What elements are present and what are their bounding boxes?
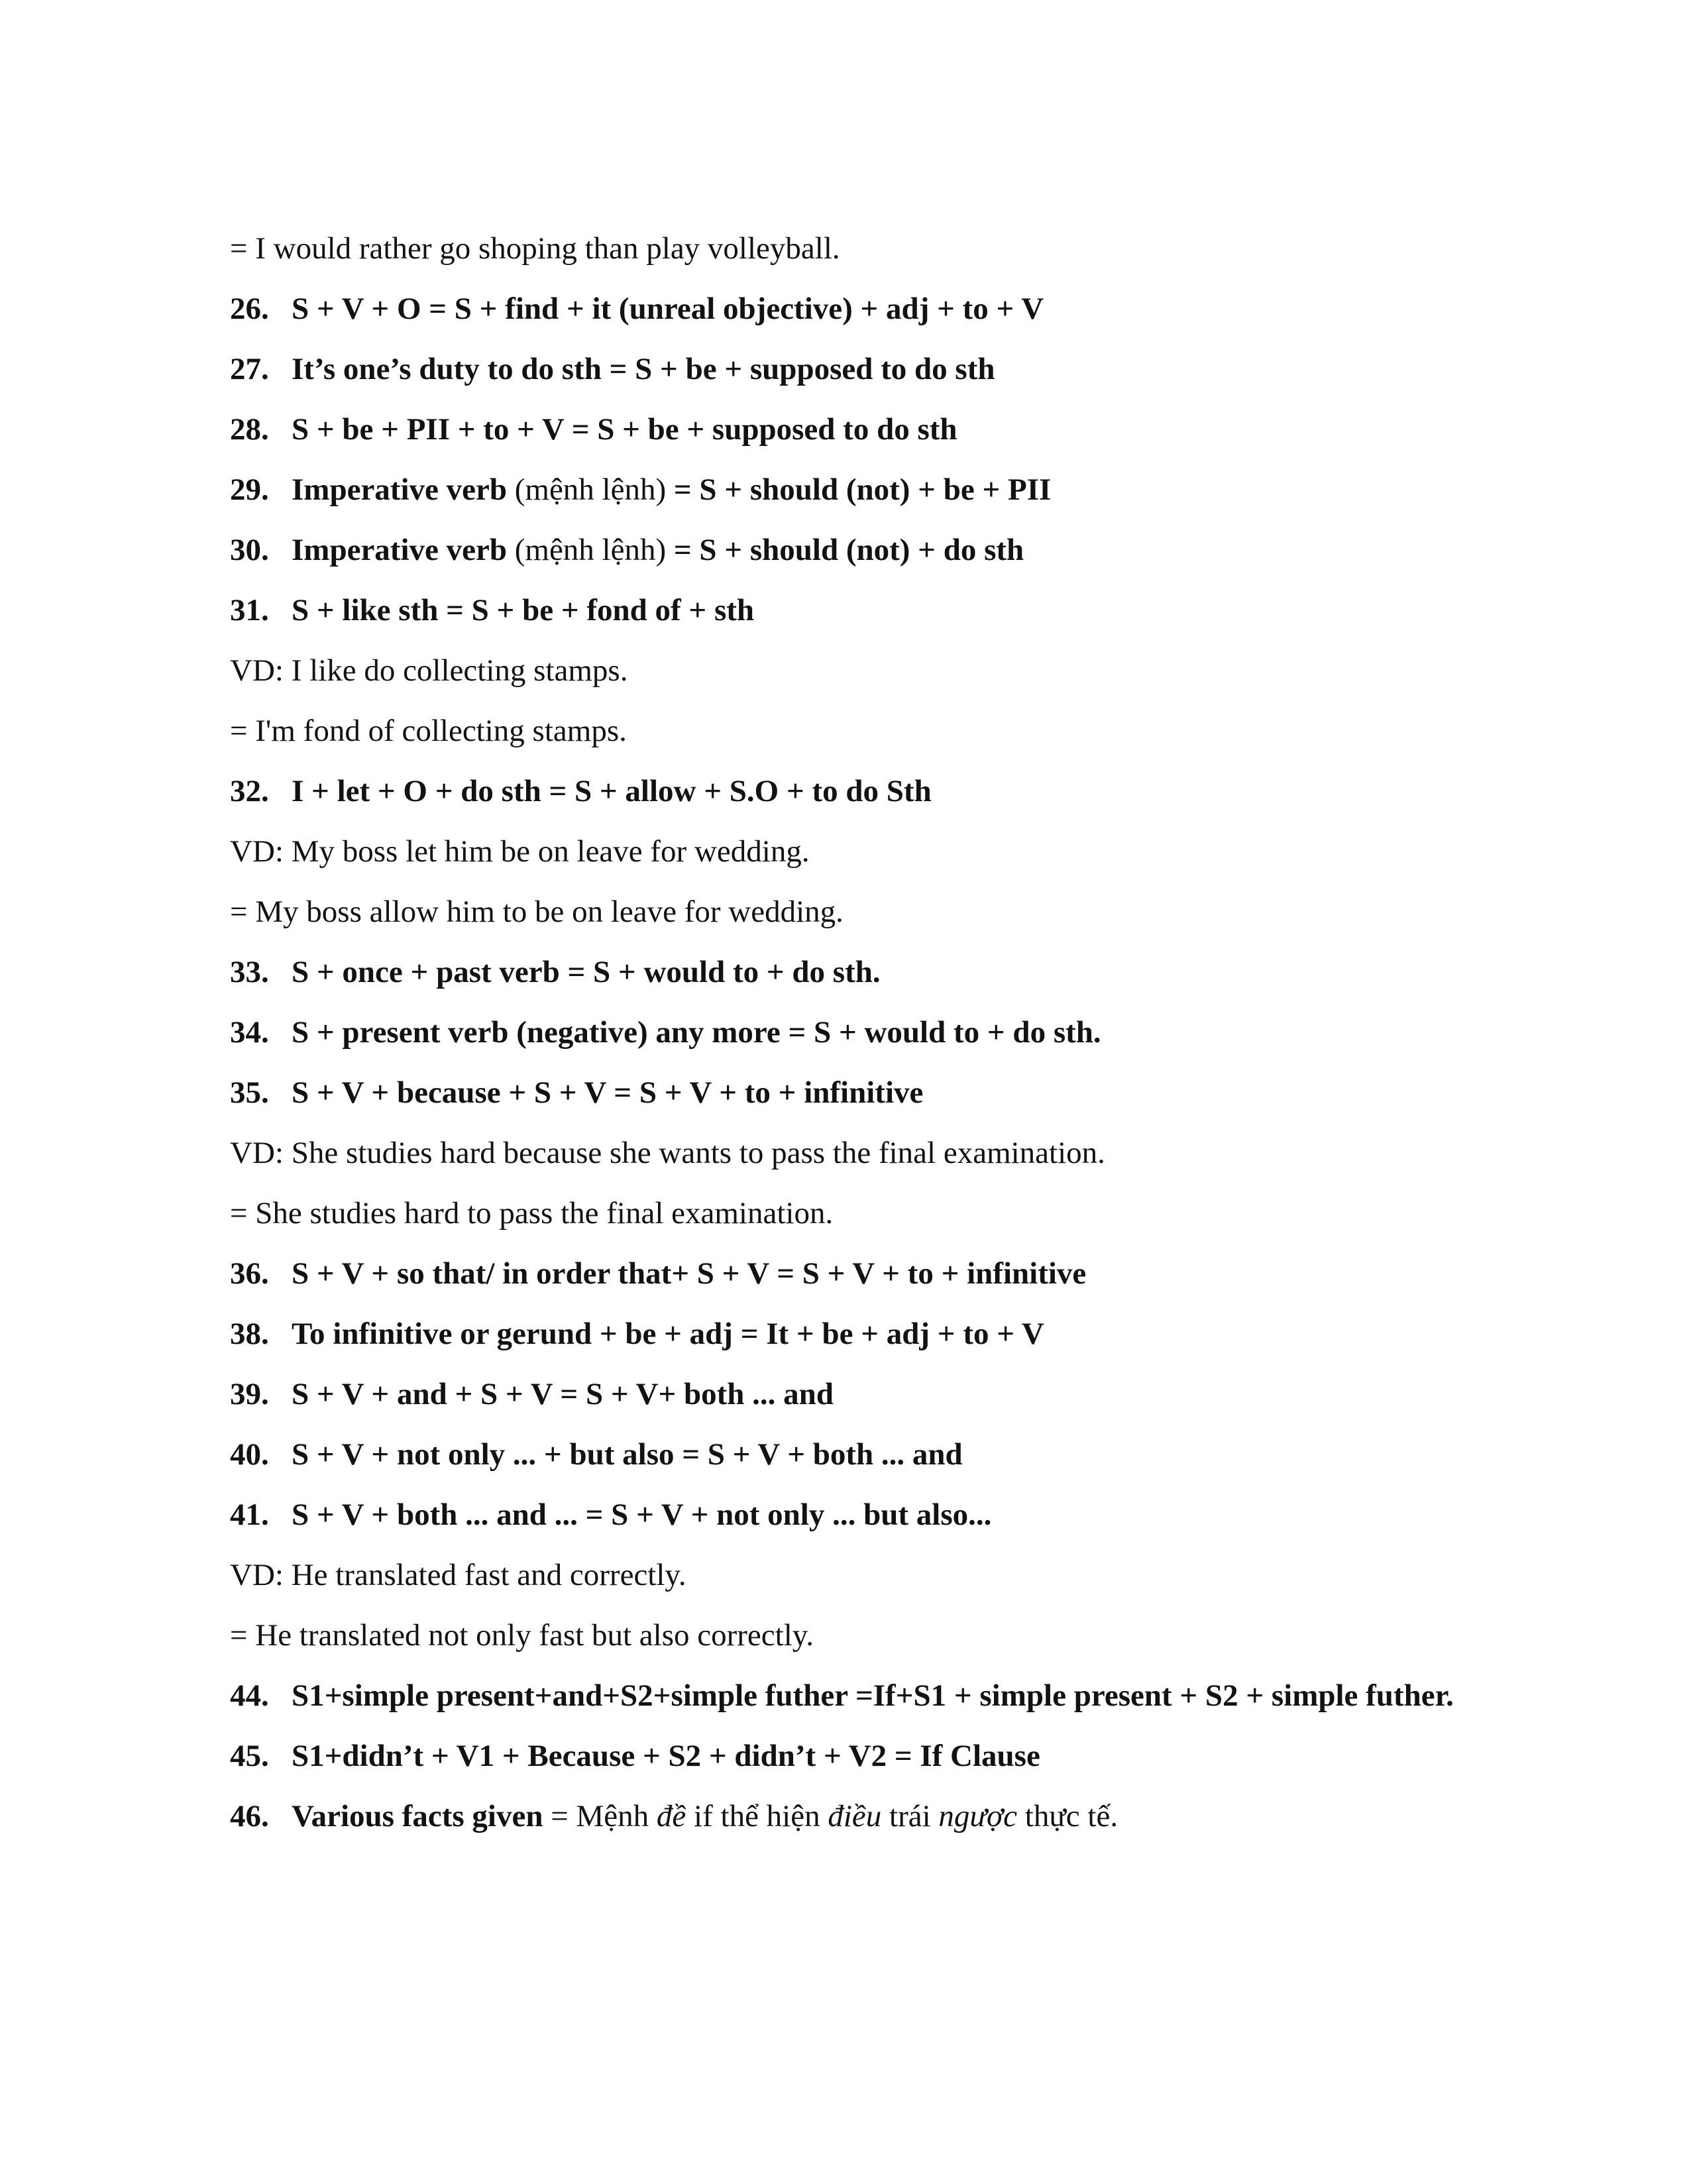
document-line-numbered	[230, 1726, 1523, 1786]
line-number: 36.	[230, 1256, 269, 1291]
document-line	[230, 822, 1523, 882]
document-line-numbered	[230, 1364, 1523, 1425]
line-number: 35.	[230, 1075, 269, 1110]
document-line-numbered	[230, 1786, 1523, 1847]
text-segment: S + V + and + S + V = S + V+ both ... and	[292, 1377, 834, 1411]
text-segment: điều	[828, 1799, 882, 1833]
line-number: 29.	[230, 472, 269, 507]
document-line	[230, 219, 1523, 279]
text-segment: S + be + PII + to + V = S + be + supposed to do sth	[292, 412, 957, 447]
line-number: 38.	[230, 1317, 269, 1351]
text-segment: = S + should (not) + be + PII	[673, 472, 1052, 507]
document-line	[230, 882, 1523, 942]
text-segment: = My boss allow him to be on leave for wedding.	[230, 895, 844, 929]
text-segment: = I'm fond of collecting stamps.	[230, 714, 627, 748]
line-number: 46.	[230, 1799, 269, 1833]
text-segment: S + V + both ... and ... = S + V + not only ... but also...	[292, 1498, 992, 1532]
text-segment: thực tế.	[1017, 1799, 1118, 1833]
document-line	[230, 1123, 1523, 1183]
text-segment: = I would rather go shoping than play volleyball.	[230, 231, 840, 266]
document-line-numbered	[230, 1485, 1523, 1545]
text-segment: S + once + past verb = S + would to + do sth.	[292, 955, 881, 989]
document-line-numbered	[230, 520, 1523, 580]
document-body	[230, 219, 1523, 1847]
text-segment: S + present verb (negative) any more = S + would to + do sth.	[292, 1015, 1101, 1050]
text-segment: if thể hiện	[686, 1799, 828, 1833]
text-segment: Imperative verb	[292, 472, 515, 507]
text-segment: (mệnh lệnh)	[514, 533, 674, 567]
document-line-numbered	[230, 1003, 1523, 1063]
document-line-numbered	[230, 1425, 1523, 1485]
line-number: 39.	[230, 1377, 269, 1411]
text-segment: Various facts given	[292, 1799, 551, 1833]
text-segment: VD: She studies hard because she wants to pass the final examination.	[230, 1136, 1105, 1170]
text-segment: = S + should (not) + do sth	[673, 533, 1024, 567]
text-segment: It’s one’s duty to do sth = S + be + supposed to do sth	[292, 352, 995, 386]
text-segment: trái	[881, 1799, 939, 1833]
text-segment: VD: He translated fast and correctly.	[230, 1558, 686, 1592]
document-line-numbered	[230, 339, 1523, 400]
text-segment: đề	[656, 1799, 686, 1833]
line-number: 41.	[230, 1498, 269, 1532]
line-number: 30.	[230, 533, 269, 567]
document-line-numbered	[230, 1304, 1523, 1364]
line-number: 44.	[230, 1678, 269, 1713]
document-line	[230, 701, 1523, 761]
document-line	[230, 1545, 1523, 1606]
document-line-numbered	[230, 1666, 1523, 1726]
document-line-numbered	[230, 580, 1523, 641]
text-segment: = He translated not only fast but also correctly.	[230, 1618, 814, 1653]
text-segment: VD: My boss let him be on leave for wedding.	[230, 834, 810, 869]
line-number: 40.	[230, 1437, 269, 1472]
line-number: 32.	[230, 774, 269, 808]
document-line-numbered	[230, 279, 1523, 339]
document-line-numbered	[230, 761, 1523, 822]
text-segment: I + let + O + do sth = S + allow + S.O + to do Sth	[292, 774, 932, 808]
document-line	[230, 1183, 1523, 1244]
line-number: 33.	[230, 955, 269, 989]
document-line	[230, 1606, 1523, 1666]
line-number: 34.	[230, 1015, 269, 1050]
text-segment: S + like sth = S + be + fond of + sth	[292, 593, 755, 628]
text-segment: = Mệnh	[551, 1799, 657, 1833]
text-segment: S1+didn’t + V1 + Because + S2 + didn’t + V2 = If Clause	[292, 1739, 1040, 1773]
text-segment: = She studies hard to pass the final examination.	[230, 1196, 834, 1230]
line-number: 26.	[230, 292, 269, 326]
line-number: 27.	[230, 352, 269, 386]
text-segment: (mệnh lệnh)	[514, 472, 674, 507]
text-segment: ngược	[938, 1799, 1018, 1833]
document-line	[230, 641, 1523, 701]
document-line-numbered	[230, 942, 1523, 1003]
text-segment: S + V + O = S + find + it (unreal objective) + adj + to + V	[292, 292, 1044, 326]
line-number: 31.	[230, 593, 269, 628]
document-line-numbered	[230, 460, 1523, 520]
text-segment: Imperative verb	[292, 533, 515, 567]
line-number: 45.	[230, 1739, 269, 1773]
text-segment: S + V + not only ... + but also = S + V + both ... and	[292, 1437, 963, 1472]
document-line-numbered	[230, 400, 1523, 460]
text-segment: S + V + because + S + V = S + V + to + infinitive	[292, 1075, 924, 1110]
document-line-numbered	[230, 1063, 1523, 1123]
text-segment: To infinitive or gerund + be + adj = It + be + adj + to + V	[292, 1317, 1044, 1351]
text-segment: VD: I like do collecting stamps.	[230, 653, 628, 688]
document-line-numbered	[230, 1244, 1523, 1304]
text-segment: S1+simple present+and+S2+simple futher =If+S1 + simple present + S2 + simple futher.	[292, 1678, 1454, 1713]
text-segment: S + V + so that/ in order that+ S + V = S + V + to + infinitive	[292, 1256, 1087, 1291]
line-number: 28.	[230, 412, 269, 447]
